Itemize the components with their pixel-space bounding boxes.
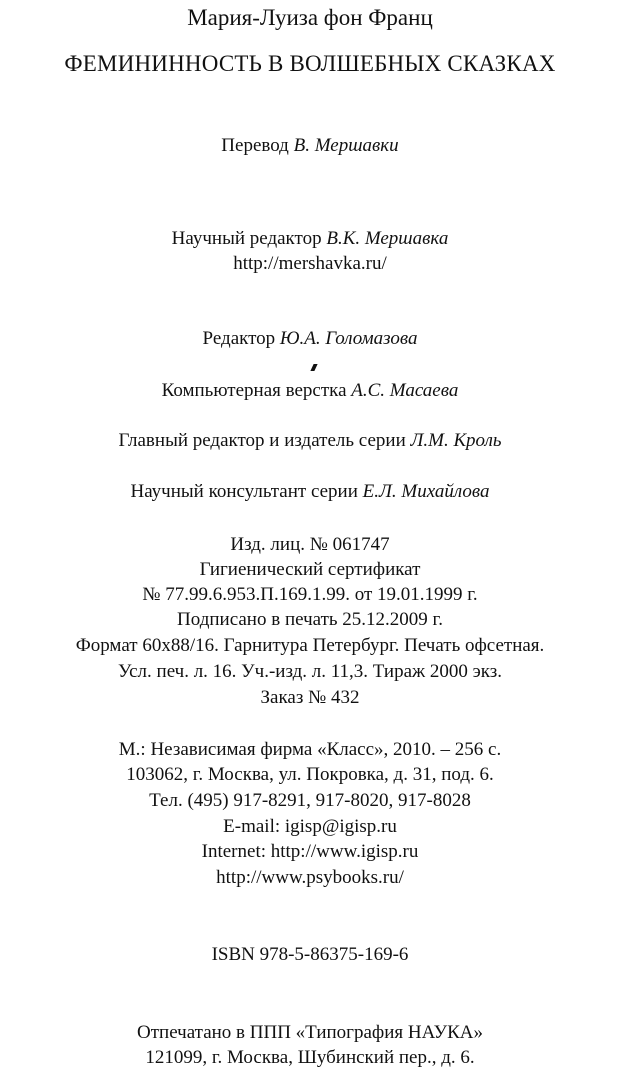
translation-label: Перевод (221, 135, 289, 156)
publisher-line: 103062, г. Москва, ул. Покровка, д. 31, под. 6. (126, 764, 494, 785)
publisher-line: Тел. (495) 917-8291, 917-8020, 917-8028 (149, 790, 471, 811)
translator-name: В. Мершавки (293, 135, 399, 156)
book-title: ФЕМИНИННОСТЬ В ВОЛШЕБНЫХ СКАЗКАХ (64, 51, 556, 76)
consultant-name: Е.Л. Михайлова (362, 481, 490, 502)
printing-line: Отпечатано в ППП «Типография НАУКА» (137, 1022, 483, 1043)
editor-label: Редактор (202, 328, 276, 349)
layout-credit (0, 379, 620, 403)
layout-label: Компьютерная верстка (161, 380, 347, 401)
publisher-line: Internet: http://www.igisp.ru (201, 841, 419, 862)
imprint-line: Гигиенический сертификат (199, 559, 421, 580)
science-editor-credit (0, 227, 620, 251)
author-name: Мария-Луиза фон Франц (187, 5, 433, 30)
science-editor-site: http://mershavka.ru/ (233, 253, 387, 274)
imprint-line: Изд. лиц. № 061747 (230, 534, 390, 555)
editor-name: Ю.А. Голомазова (279, 328, 418, 349)
ink-speck (310, 364, 317, 371)
consultant-label: Научный консультант серии (130, 481, 358, 502)
layout-name: А.С. Масаева (351, 380, 459, 401)
isbn: ISBN 978-5-86375-169-6 (211, 944, 409, 965)
imprint-line: Подписано в печать 25.12.2009 г. (177, 609, 443, 630)
chief-editor-name: Л.М. Кроль (410, 430, 502, 451)
science-editor-name: В.К. Мершавка (326, 228, 449, 249)
printing-line: 121099, г. Москва, Шубинский пер., д. 6. (145, 1047, 475, 1068)
imprint-line: № 77.99.6.953.П.169.1.99. от 19.01.1999 г. (142, 584, 478, 605)
imprint-line: Усл. печ. л. 16. Уч.-изд. л. 11,3. Тираж 2000 экз. (117, 661, 503, 682)
consultant-credit (0, 480, 620, 504)
science-editor-label: Научный редактор (171, 228, 322, 249)
imprint-line: Заказ № 432 (260, 687, 360, 708)
editor-credit (0, 327, 620, 351)
chief-editor-credit (0, 429, 620, 453)
publisher-line: http://www.psybooks.ru/ (216, 867, 404, 888)
publisher-line: М.: Независимая фирма «Класс», 2010. – 256 с. (118, 739, 502, 760)
translation-credit (0, 134, 620, 158)
publisher-line: E-mail: igisp@igisp.ru (223, 816, 397, 837)
imprint-line: Формат 60х88/16. Гарнитура Петербург. Печать офсетная. (75, 635, 545, 656)
chief-editor-label: Главный редактор и издатель серии (118, 430, 406, 451)
